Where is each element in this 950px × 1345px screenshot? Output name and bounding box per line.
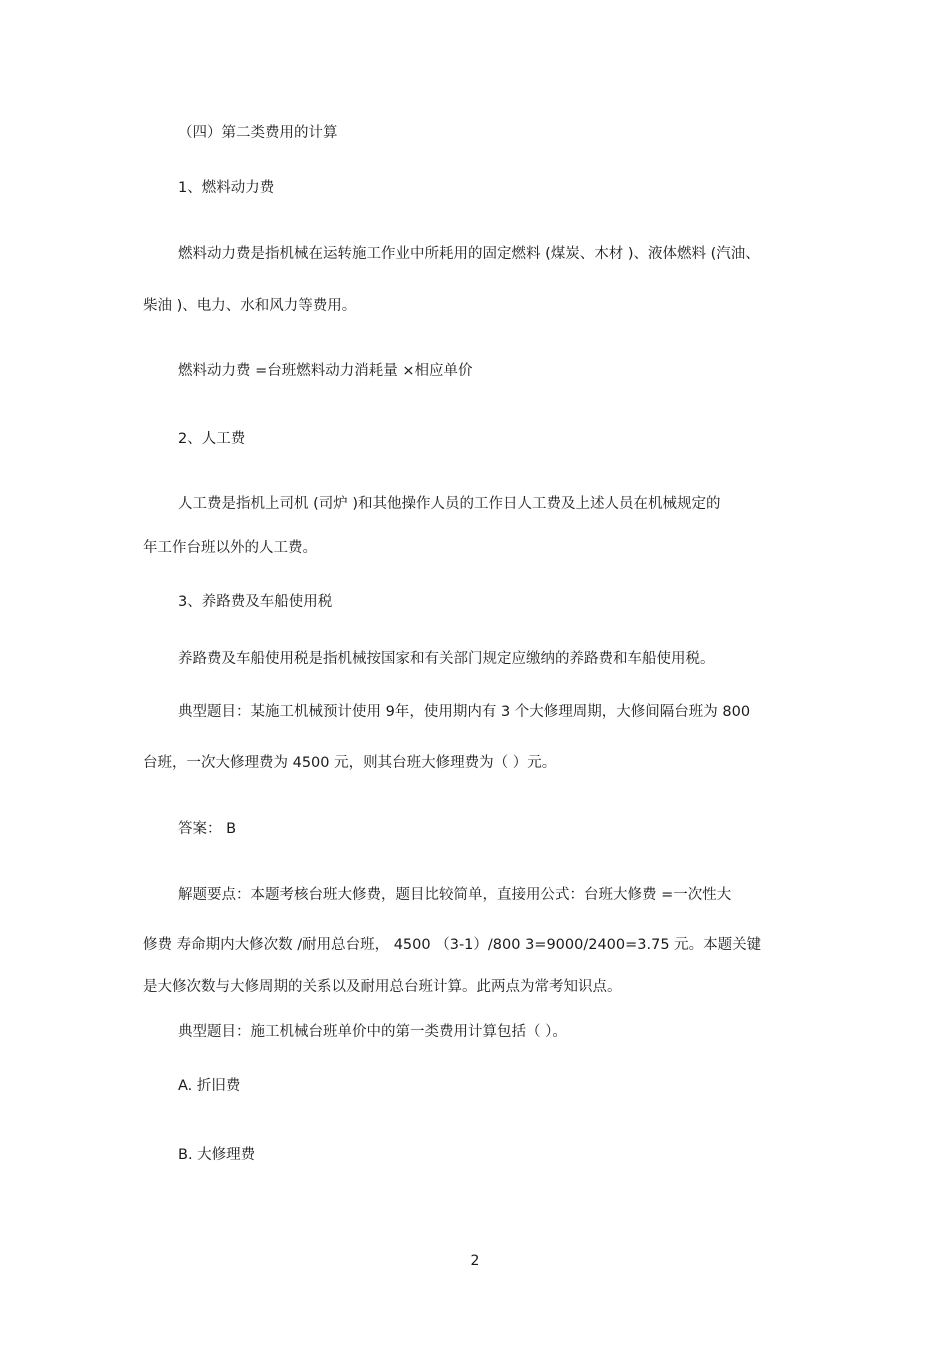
explanation-line3: 是大修次数与大修周期的关系以及耐用总台班计算。此两点为常考知识点。 — [143, 979, 622, 995]
question2: 典型题目：施工机械台班单价中的第一类费用计算包括（ ）。 — [178, 1024, 567, 1040]
subheading-road-tax: 3、养路费及车船使用税 — [178, 594, 333, 610]
answer: 答案： B — [178, 821, 237, 837]
subheading-fuel-power: 1、燃料动力费 — [178, 180, 275, 196]
page-number: 2 — [470, 1253, 480, 1269]
explanation-line1: 解题要点：本题考核台班大修费，题目比较简单，直接用公式：台班大修费 =一次性大 — [178, 887, 732, 903]
option-b: B. 大修理费 — [178, 1147, 256, 1163]
paragraph-labor-line1: 人工费是指机上司机 (司炉 )和其他操作人员的工作日人工费及上述人员在机械规定的 — [178, 496, 721, 512]
explanation-line2: 修费 寿命期内大修次数 /耐用总台班， 4500 （3-1）/800 3=9000/2400=3.75 元。本题关键 — [143, 937, 762, 953]
paragraph-fuel-power-line2: 柴油 )、电力、水和风力等费用。 — [143, 298, 357, 314]
paragraph-labor-line2: 年工作台班以外的人工费。 — [143, 540, 317, 556]
paragraph-fuel-power-line1: 燃料动力费是指机械在运转施工作业中所耗用的固定燃料 (煤炭、木材 )、液体燃料 (汽油、 — [178, 246, 760, 262]
subheading-labor: 2、人工费 — [178, 431, 246, 447]
option-a: A. 折旧费 — [178, 1078, 241, 1094]
question1-line1: 典型题目：某施工机械预计使用 9年，使用期内有 3 个大修理周期，大修间隔台班为 800 — [178, 704, 751, 720]
paragraph-road-tax: 养路费及车船使用税是指机械按国家和有关部门规定应缴纳的养路费和车船使用税。 — [178, 651, 715, 667]
question1-line2: 台班，一次大修理费为 4500 元，则其台班大修理费为（ ）元。 — [143, 755, 557, 771]
formula-fuel-power: 燃料动力费 =台班燃料动力消耗量 ×相应单价 — [178, 363, 473, 379]
section-heading: （四）第二类费用的计算 — [178, 125, 338, 141]
